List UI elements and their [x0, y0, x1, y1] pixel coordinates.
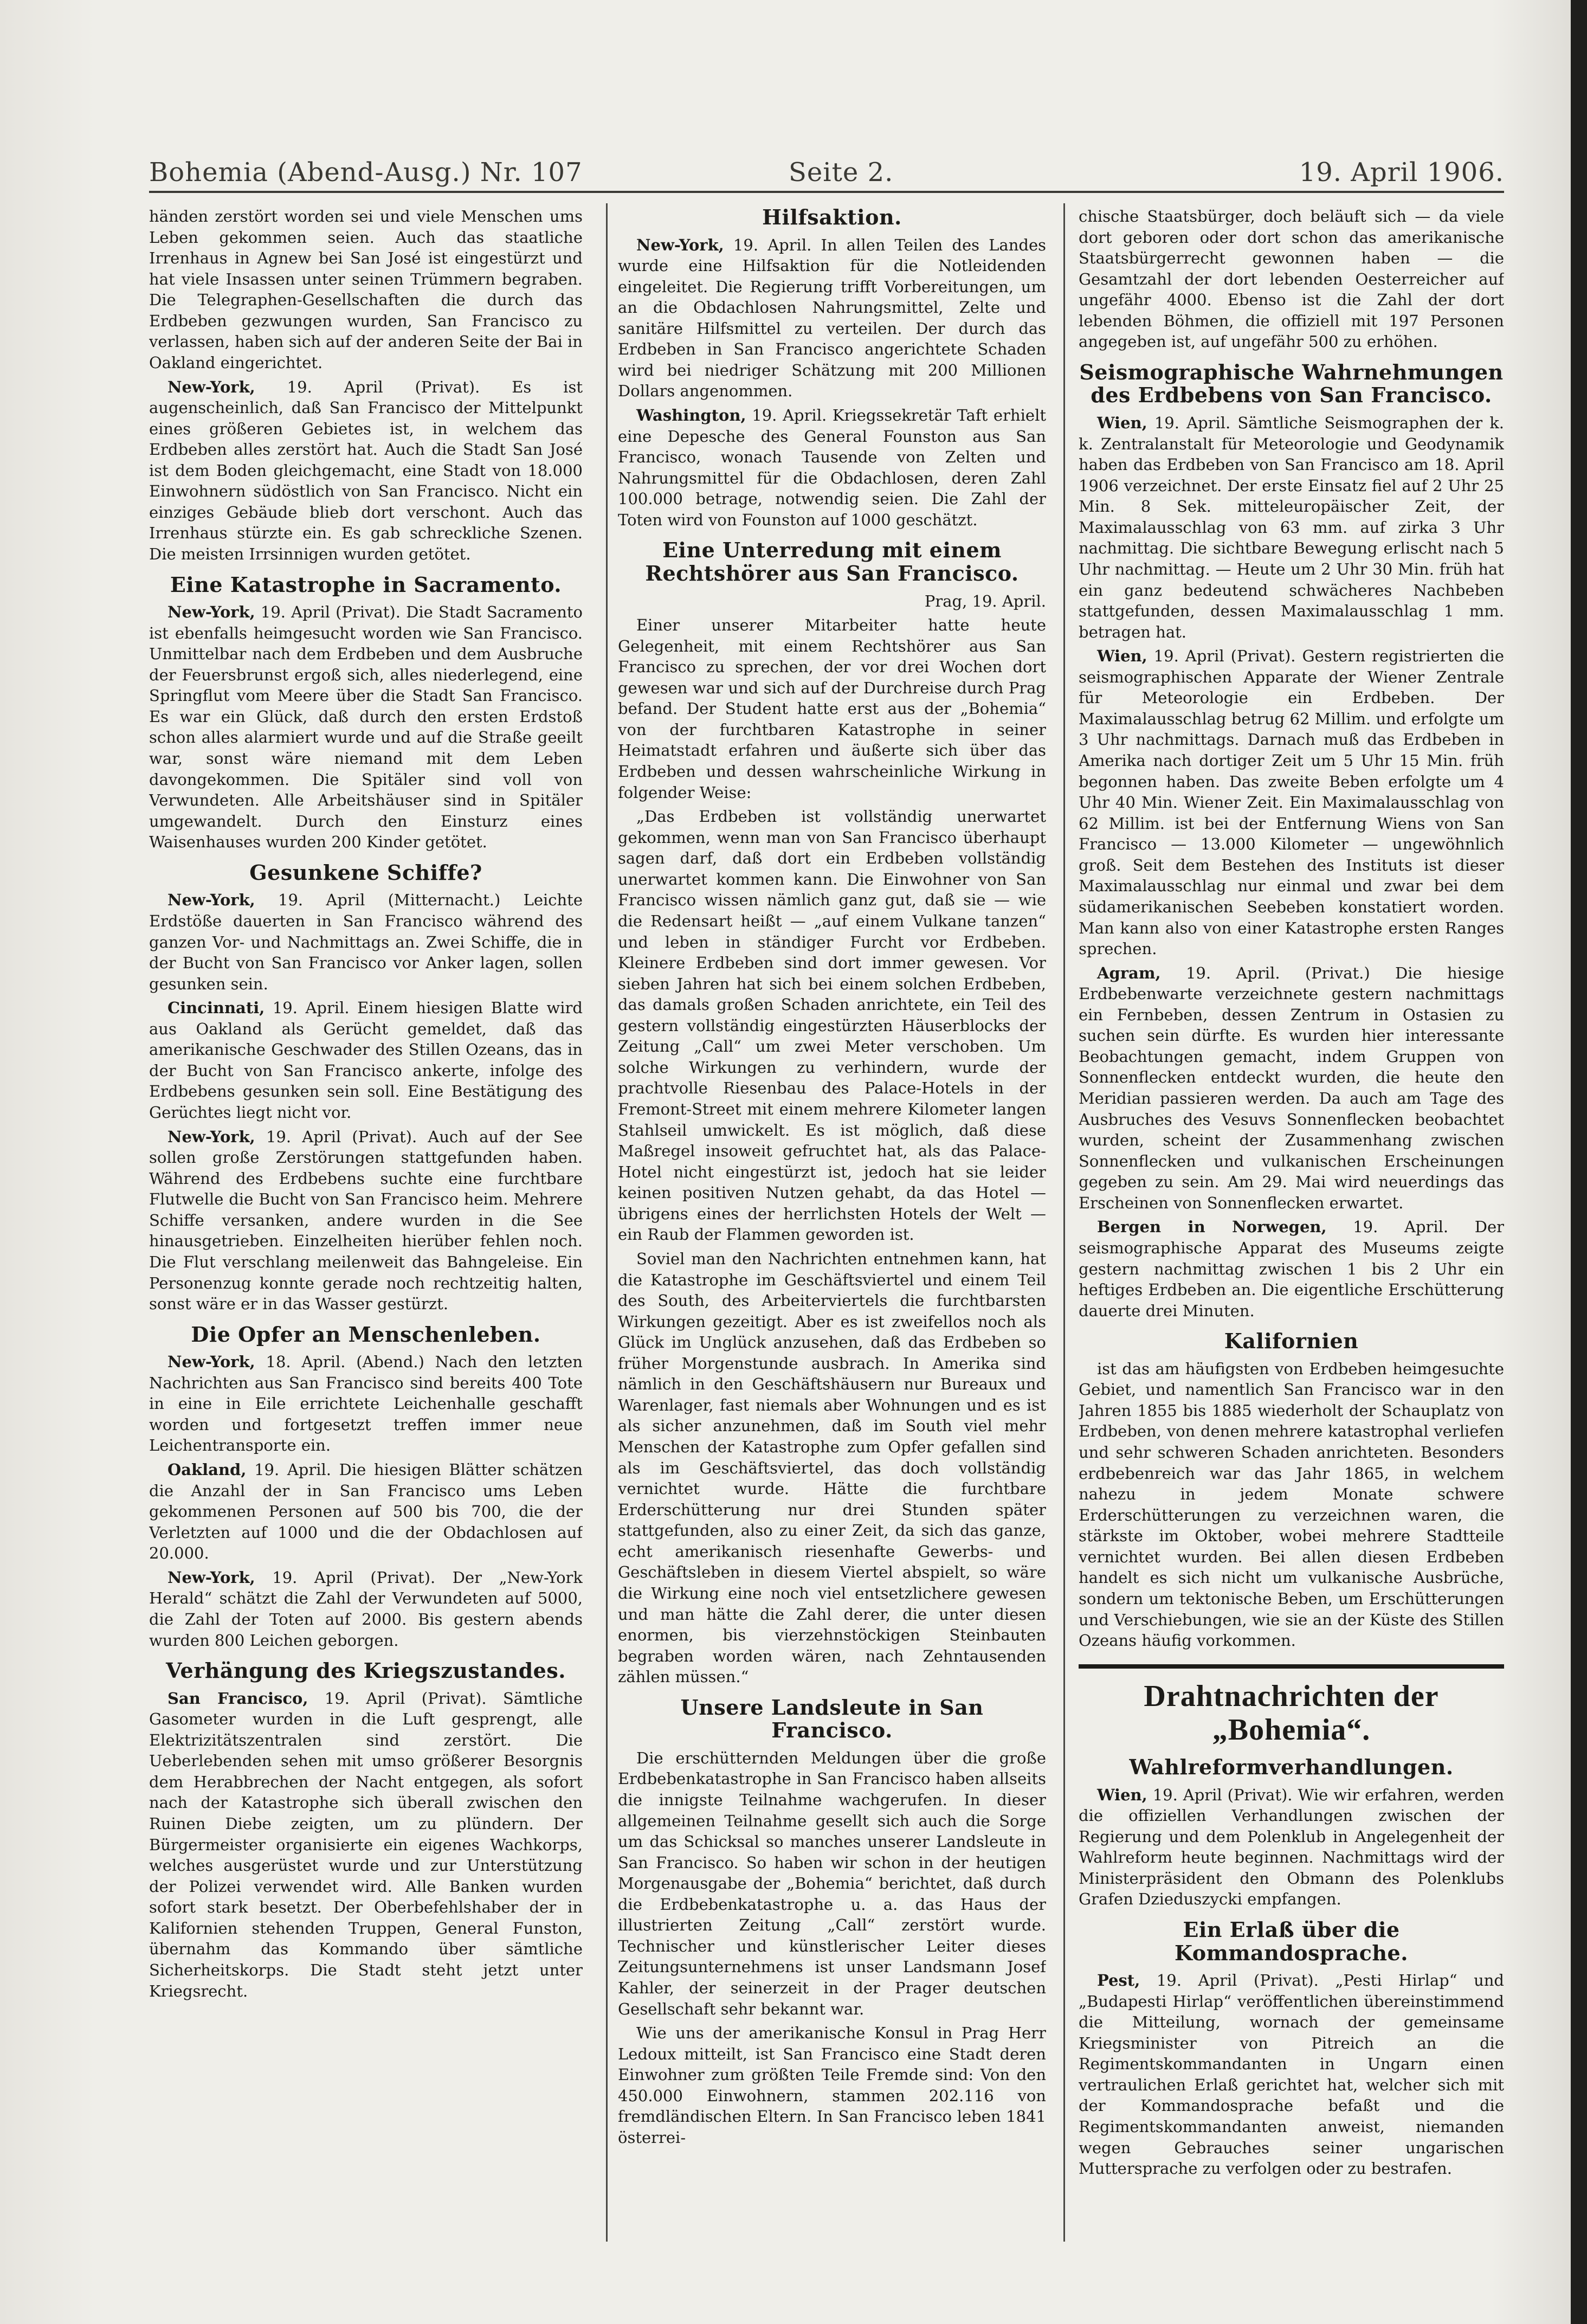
header-publication: Bohemia (Abend-Ausg.) Nr. 107 [149, 157, 583, 188]
article-text: 19. April (Privat). „Pesti Hirlap“ und „Budapesti Hirlap“ veröffentlichen übereinstimmend die Mitteilung, wornach der gemeinsame Kriegsminister von Pitreich an die Regimentskommandanten in Ungarn einen vertraulichen Erlaß gerichtet hat, welcher sich mit der Kommandosprache befaßt und die Regimentskommandanten anweist, niemanden wegen Gebrauches seiner ungarischen Muttersprache zu verfolgen oder zu bestrafen. [1079, 1971, 1504, 2178]
article-paragraph [149, 997, 583, 1123]
dateline: Oakland, [167, 1460, 247, 1479]
scan-edge [1571, 0, 1587, 2324]
dateline: New-York, [167, 603, 255, 622]
section-heading: Wahlreformverhandlungen. [1129, 1755, 1454, 1780]
section-heading: Gesunkene Schiffe? [249, 860, 482, 885]
article-text: ist das am häufigsten von Erdbeben heimgesuchte Gebiet, und namentlich San Francisco war in den Jahren 1855 bis 1885 wiederholt der Schauplatz von Erdbeben, von denen mehrere katastrophal verliefen und sehr schweren Schaden anrichteten. Besonders erdbebenreich war das Jahr 1865, in welchem nahezu in jedem Monate schwere Erderschütterungen zu verzeichnen waren, die stärkste im Oktober, wobei mehrere Stadtteile vernichtet wurden. Bei allen diesen Erdbeben handelt es sich nicht um vulkanische Ausbrüche, sondern um tektonische Beben, um Erschütterungen und Verschiebungen, wie sie an der Küste des Stillen Ozeans häufig vorkommen. [1079, 1359, 1504, 1650]
article-text: Einer unserer Mitarbeiter hatte heute Gelegenheit, mit einem Rechtshörer aus San Francisco zu sprechen, der vor drei Wochen dort gewesen war und sich auf der Durchreise durch Prag befand. Der Student hatte erst aus der „Bohemia“ von der furchtbaren Katastrophe in seiner Heimatstadt erfahren und äußerte sich über das Erdbeben und dessen wahrscheinliche Wirkung in folgender Weise: [618, 616, 1046, 802]
article-paragraph [1079, 1216, 1504, 1321]
section-heading: Ein Erlaß über die Kommandosprache. [1175, 1917, 1408, 1965]
article-text: 19. April. Einem hiesigen Blatte wird aus Oakland als Gerücht gemeldet, daß das amerikanische Geschwader des Stillen Ozeans, das in der Bucht von San Francisco ankerte, infolge des Erdbebens gesunken sein soll. Eine Bestätigung des Gerüchtes liegt nicht vor. [149, 999, 583, 1122]
dateline: Wien, [1097, 414, 1147, 433]
section-heading: Hilfsaktion. [762, 206, 902, 229]
article-paragraph [1079, 963, 1504, 1214]
header-page-number: Seite 2. [789, 157, 894, 188]
article-paragraph [1079, 1785, 1504, 1910]
article-paragraph [149, 1351, 583, 1456]
article-text: 19. April. Die hiesigen Blätter schätzen die Anzahl der in San Francisco ums Leben gekommenen Personen auf 500 bis 700, die der Verletzten auf 1000 und die der Obdachlosen auf 20.000. [149, 1460, 583, 1563]
dateline: New-York, [167, 377, 255, 396]
dateline: Cincinnati, [167, 999, 265, 1018]
section-heading: Verhängung des Kriegszustandes. [166, 1658, 566, 1683]
section-heading: Eine Katastrophe in Sacramento. [170, 572, 562, 597]
article-paragraph [618, 235, 1046, 402]
article-text: 19. April (Privat). Auch auf der See sollen große Zerstörungen stattgefunden haben. Während des Erdbebens suchte eine furchtbare Flutwelle die Bucht von San Francisco heim. Mehrere Schiffe versanken, andere wurden in die See hinausgetrieben. Einzelheiten hierüber fehlen noch. Die Flut verschlang meilenweit das Bahngeleise. Ein Personenzug konnte gerade noch rechtzeitig halten, sonst wäre er in das Wasser gestürzt. [149, 1127, 583, 1314]
article-text: Die erschütternden Meldungen über die große Erdbebenkatastrophe in San Francisco haben allseits die innigste Teilnahme wachgerufen. In dieser allgemeinen Teilnahme gesellt sich auch die Sorge um das Schicksal so manches unserer Landsleute in San Francisco. So haben wir schon in der heutigen Morgenausgabe der „Bohemia“ berichtet, daß durch die Erdbebenkatastrophe u. a. das Haus der illustrierten Zeitung „Call“ zerstört wurde. Technischer und künstlerischer Leiter dieses Zeitungsunternehmens ist unser Landsmann Josef Kahler, der seinerzeit in der Prager deutschen Gesellschaft sehr bekannt war. [618, 1748, 1046, 2018]
article-text: Soviel man den Nachrichten entnehmen kann, hat die Katastrophe im Geschäftsviertel und einem Teil des South, des Arbeiterviertels die furchtbarsten Wirkungen gezeitigt. Aber es ist zweifellos noch als Glück im Unglück anzusehen, daß das Erdbeben so früher Morgenstunde ausbrach. In Amerika sind nämlich in den Geschäftshäusern nur Bureaux und Warenlager, fast niemals aber Wohnungen und es ist als sicher anzunehmen, daß im South viel mehr Menschen der Katastrophe zum Opfer gefallen sind als im Geschäftsviertel, das doch vollständig vernichtet wurde. Hätte die furchtbare Erderschütterung nur drei Stunden später stattgefunden, also zu einer Zeit, da sich das ganze, echt amerikanisch riesenhafte Gewerbs- und Geschäftsleben in diesem Viertel abspielt, so wäre die Wirkung eine noch viel entsetzlichere gewesen und man hätte die Zahl derer, die unter diesen enormen, bis vierzehnstöckigen Steinbauten begraben worden wären, nach Zehntausenden zählen müssen.“ [618, 1249, 1046, 1686]
dateline: Pest, [1097, 1971, 1140, 1990]
article-text: 19. April (Privat). Gestern registrierten die seismographischen Apparate der Wiener Zentrale für Meteorologie ein Erdbeben. Der Maximalausschlag betrug 62 Millim. und erfolgte um 3 Uhr nachmittags. Darnach muß das Erdbeben in Amerika nach dortiger Zeit um 5 Uhr 15 Min. früh begonnen haben. Das zweite Beben erfolgte um 4 Uhr 40 Min. Wiener Zeit. Ein Maximalausschlag von 62 Millim. ist bei der Entfernung Wiens von San Francisco — 13.000 Kilometer — ungewöhnlich groß. Seit dem Bestehen des Instituts ist dieser Maximalausschlag nur einmal und zwar bei dem südamerikanischen Seebeben konstatiert worden. Man kann also von einer Katastrophe ersten Ranges sprechen. [1079, 647, 1504, 958]
article-text: chische Staatsbürger, doch beläuft sich — da viele dort geboren oder dort schon das amerikanische Staatsbürgerrecht gewonnen haben — die Gesamtzahl der dort lebenden Oesterreicher auf ungefähr 4000. Ebenso ist die Zahl der dort lebenden Böhmen, die offiziell mit 197 Personen angegeben ist, auf ungefähr 500 zu erhöhen. [1079, 207, 1504, 351]
dateline: Washington, [636, 406, 746, 425]
dateline: New-York, [636, 235, 724, 254]
section-heading: Eine Unterredung mit einem Rechtshörer aus San Francisco. [645, 538, 1019, 585]
article-paragraph [618, 405, 1046, 530]
section-heading: Seismographische Wahrnehmungen des Erdbebens von San Francisco. [1079, 359, 1504, 408]
dateline: New-York, [167, 1127, 255, 1146]
article-text: „Das Erdbeben ist vollständig unerwartet gekommen, wenn man von San Francisco überhaupt sagen darf, daß dort ein Erdbeben vollständig unerwartet kommen kann. Die Einwohner von San Francisco wissen nämlich ganz gut, daß sie — wie die Redensart heißt — „auf einem Vulkane tanzen“ und leben in ständiger Furcht vor Erdbeben. Kleinere Erdbeben sind dort immer gewesen. Vor sieben Jahren hat sich bei einem solchen Erdbeben, das damals großen Schaden anrichtete, ein Teil des gestern vollständig eingestürzten Häuserblocks der Zeitung „Call“ um zwei Meter verschoben. Um solche Wirkungen zu verhindern, wurde der prachtvolle Riesenbau des Palace-Hotels in der Fremont-Street mit einem mehrere Kilometer langen Stahlseil umwickelt. Es ist möglich, daß diese Maßregel insoweit gefruchtet hat, als das Palace-Hotel nicht eingestürzt ist, jedoch hat sie leider keinen positiven Nutzen gehabt, da das Hotel — übrigens eines der herrlichsten Hotels der Welt — ein Raub der Flammen geworden ist. [618, 807, 1046, 1244]
dateline: Prag, 19. April. [924, 591, 1046, 610]
article-paragraph [1079, 646, 1504, 959]
article-paragraph [1079, 413, 1504, 642]
article-text: händen zerstört worden sei und viele Menschen ums Leben gekommen seien. Auch das staatliche Irrenhaus in Agnew bei San José ist eingestürzt und hat viele Insassen unter seinen Trümmern begraben. Die Telegraphen-Gesellschaften die durch das Erdbeben gezwungen wurden, San Francisco zu verlassen, haben sich auf der anderen Seite der Bai in Oakland eingerichtet. [149, 207, 583, 372]
article-paragraph [149, 377, 583, 565]
header-date: 19. April 1906. [1299, 157, 1504, 188]
column-3 [1079, 206, 1504, 2239]
dateline: Bergen in Norwegen, [1097, 1218, 1327, 1237]
article-text: 19. April. In allen Teilen des Landes wurde eine Hilfsaktion für die Notleidenden eingeleitet. Die Regierung trifft Vorbereitungen, um an die Obdachlosen Nahrungsmittel, Zelte und sanitäre Hilfsmittel zu verteilen. Der durch das Erdbeben in San Francisco angerichtete Schaden wird bei niedriger Schätzung mit 200 Millionen Dollars angenommen. [618, 235, 1046, 401]
article-paragraph [149, 1126, 583, 1315]
dateline: Agram, [1097, 963, 1161, 982]
article-text: 19. April (Privat). Der „New-York Herald“ schätzt die Zahl der Verwundeten auf 5000, die Zahl der Toten auf 2000. Bis gestern abends wurden 800 Leichen geborgen. [149, 1568, 583, 1650]
dateline: Wien, [1097, 647, 1147, 666]
article-paragraph [149, 1459, 583, 1564]
article-paragraph [1079, 1970, 1504, 2179]
article-text: 19. April. Sämtliche Seismographen der k. k. Zentralanstalt für Meteorologie und Geodynamik haben das Erdbeben von San Francisco am 18. April 1906 verzeichnet. Der erste Einsatz fiel auf 2 Uhr 25 Min. 8 Sek. mitteleuropäischer Zeit, der Maximalausschlag von 63 mm. auf zirka 3 Uhr nachmittag. Die sichtbare Bewegung erlischt nach 5 Uhr nachmittag. — Heute um 2 Uhr 30 Min. früh hat ein ganz bedeutend schwächeres Nachbeben stattgefunden, dessen Maximalausschlag 1 mm. betragen hat. [1079, 414, 1504, 641]
article-text: 19. April. Der seismographische Apparat des Museums zeigte gestern nachmittag zwischen 1 bis 2 Uhr ein heftiges Erdbeben an. Die eigentliche Erschütterung dauerte drei Minuten. [1079, 1218, 1504, 1320]
article-text: 19. April (Privat). Wie wir erfahren, werden die offiziellen Verhandlungen zwischen der Regierung und dem Polenklub in Angelegenheit der Wahlreform heute beginnen. Nachmittags wird der Ministerpräsident den Obmann des Polenklubs Grafen Dzieduszycki empfangen. [1079, 1785, 1504, 1909]
article-paragraph [149, 1688, 583, 2001]
section-heading: Die Opfer an Menschenleben. [191, 1322, 541, 1347]
article-text: 19. April (Privat). Sämtliche Gasometer wurden in die Luft gesprengt, alle Elektrizitätszentralen sind zerstört. Die Ueberlebenden sehen mit umso größerer Besorgnis dem Herabbrechen der Nacht entgegen, als sofort nach der Katastrophe sich überall zwischen den Ruinen Diebe zeigten, um zu plündern. Der Bürgermeister organisierte ein eigenes Wachkorps, welches ausgerüstet wurde und zur Unterstützung der Polizei verwendet wird. Alle Banken wurden sofort stark besetzt. Der Oberbefehlshaber der in Kalifornien stehenden Truppen, General Funston, übernahm das Kommando über sämtliche Sicherheitskorps. Die Stadt steht jetzt unter Kriegsrecht. [149, 1689, 583, 2000]
dateline: New-York, [167, 891, 255, 910]
column-2 [618, 206, 1046, 2239]
page-header [149, 157, 1504, 195]
article-text: 19. April (Mitternacht.) Leichte Erdstöße dauerten in San Francisco während des ganzen Vor- und Nachmittags an. Zwei Schiffe, die in der Bucht von San Francisco vor Anker lagen, sollen gesunken sein. [149, 891, 583, 993]
column-1 [149, 206, 583, 2239]
article-text: Wie uns der amerikanische Konsul in Prag Herr Ledoux mitteilt, ist San Francisco eine Stadt deren Einwohner zum größten Teile Fremde sind: Von den 450.000 Einwohnern, stammen 202.116 von fremdländischen Eltern. In San Francisco leben 1841 österrei- [618, 2024, 1046, 2147]
dateline: New-York, [167, 1353, 255, 1372]
dateline: New-York, [167, 1568, 255, 1587]
article-paragraph [149, 1567, 583, 1651]
header-divider [149, 191, 1504, 193]
article-text: 19. April. (Privat.) Die hiesige Erdbebenwarte verzeichnete gestern nachmittags ein Fernbeben, dessen Zentrum in Ostasien zu suchen sein dürfte. Es wurden hier interessante Beobachtungen gemacht, indem Gruppen von Sonnenflecken entdeckt wurden, die heute den Meridian passieren werden. Da auch am Tage des Ausbruches des Vesuvs Sonnenflecken beobachtet wurden, scheint der Zusammenhang zwischen Sonnenflecken und vulkanischen Erscheinungen gegeben zu sein. Am 29. Mai wird neuerdings das Erscheinen von Sonnenflecken erwartet. [1079, 963, 1504, 1212]
article-text: 18. April. (Abend.) Nach den letzten Nachrichten aus San Francisco sind bereits 400 Tote in eine in Eile errichtete Leichenhalle geschafft worden und fortgesetzt treffen immer neue Leichentransporte ein. [149, 1353, 583, 1455]
column-divider [606, 203, 608, 2242]
article-text: 19. April (Privat). Es ist augenscheinlich, daß San Francisco der Mittelpunkt eines größeren Gebietes ist, in welchem das Erdbeben alles zerstört hat. Auch die Stadt San José ist dem Boden gleichgemacht, eine Stadt von 18.000 Einwohnern südöstlich von San Francisco. Nicht ein einziges Gebäude blieb dort verschont. Auch das Irrenhaus stürzte ein. Es gab schreckliche Szenen. Die meisten Irrsinnigen wurden getötet. [149, 377, 583, 563]
article-paragraph [149, 890, 583, 994]
dateline: Wien, [1097, 1785, 1147, 1804]
telegraph-news-heading: Drahtnachrichten der „Bohemia“. [1079, 1664, 1504, 1747]
article-text: 19. April (Privat). Die Stadt Sacramento ist ebenfalls heimgesucht worden wie San Francisco. Unmittelbar nach dem Erdbeben und dem Ausbruche der Feuersbrunst ergoß sich, alles niederlegend, eine Springflut vom Meere über die Stadt San Francisco. Es war ein Glück, daß durch den ersten Erdstoß schon alles alarmiert wurde und auf die Straße geeilt war, sonst wäre niemand mit dem Leben davongekommen. Die Spitäler sind voll von Verwundeten. Alle Arbeitshäuser sind in Spitäler umgewandelt. Durch den Einsturz eines Waisenhauses wurden 200 Kinder getötet. [149, 603, 583, 852]
section-heading: Unsere Landsleute in San Francisco. [680, 1695, 984, 1743]
section-heading: Kalifornien [1224, 1329, 1359, 1354]
column-divider [1063, 203, 1065, 2242]
article-text: 19. April. Kriegssekretär Taft erhielt eine Depesche des General Founston aus San Francisco, wonach Tausende von Zelten und Nahrungsmittel für die Obdachlosen, deren Zahl 100.000 betrage, notwendig seien. Die Zahl der Toten wird von Founston auf 1000 geschätzt. [618, 406, 1046, 529]
dateline: San Francisco, [167, 1689, 308, 1708]
article-paragraph [149, 602, 583, 853]
